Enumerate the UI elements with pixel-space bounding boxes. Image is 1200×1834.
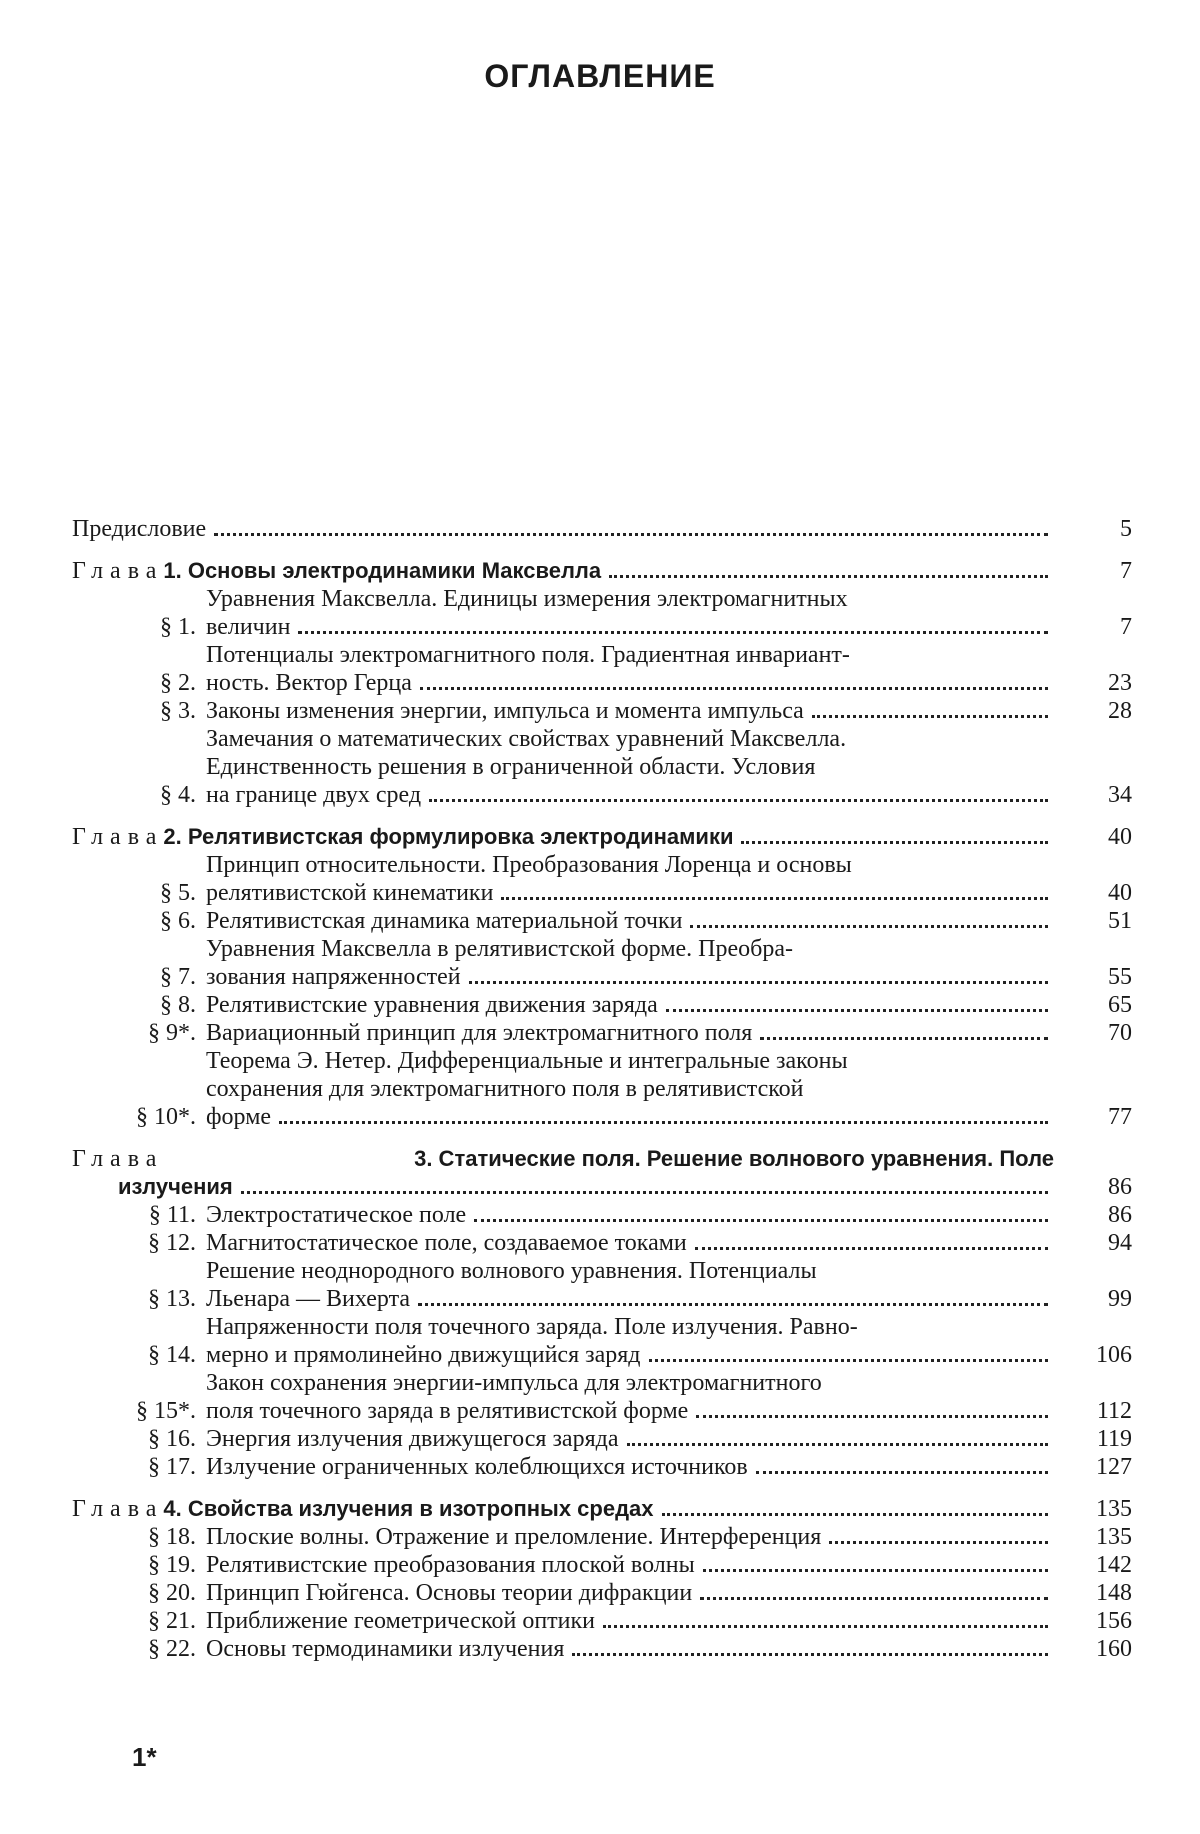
section-number: § 15*. [72, 1397, 206, 1425]
page-number: 135 [1054, 1523, 1132, 1551]
section-number: § 14. [72, 1341, 206, 1369]
toc-entry-section[interactable] [72, 907, 1132, 935]
section-number: § 2. [72, 669, 206, 697]
section-number: § 13. [72, 1285, 206, 1313]
entry-line [206, 907, 1054, 935]
entry-body [206, 991, 1132, 1019]
entry-body [206, 1229, 1132, 1257]
section-title-line: Принцип Гюйгенса. Основы теории дифракции [206, 1579, 692, 1607]
page-number: 127 [1054, 1453, 1132, 1481]
dot-leader [760, 1037, 1048, 1040]
section-title-line: Излучение ограниченных колеблющихся источников [206, 1453, 748, 1481]
dot-leader [469, 981, 1048, 984]
entry-text [72, 823, 1054, 851]
section-title-line: Теорема Э. Нетер. Дифференциальные и интегральные законы [206, 1047, 848, 1075]
entry-body [206, 935, 1132, 991]
page-number: 148 [1054, 1579, 1132, 1607]
entry-line [206, 991, 1054, 1019]
toc-entry-section[interactable] [72, 1369, 1132, 1425]
dot-leader [690, 925, 1048, 928]
toc-entry-section[interactable] [72, 1607, 1132, 1635]
entry-line [206, 1453, 1054, 1481]
section-number: § 20. [72, 1579, 206, 1607]
entry-line [206, 1285, 1054, 1313]
section-title-line: сохранения для электромагнитного поля в релятивистской [206, 1075, 804, 1103]
page-number: 160 [1054, 1635, 1132, 1663]
toc-entry-section[interactable] [72, 1257, 1132, 1313]
toc-entry-section[interactable] [72, 851, 1132, 907]
entry-text [206, 1019, 1054, 1047]
page-title: ОГЛАВЛЕНИЕ [0, 58, 1200, 95]
section-number: § 5. [72, 879, 206, 907]
entry-line [206, 641, 1054, 669]
dot-leader [474, 1219, 1048, 1222]
page-number: 40 [1054, 823, 1132, 851]
page-number: 5 [1054, 515, 1132, 543]
entry-body [206, 641, 1132, 697]
page-number: 23 [1054, 669, 1132, 697]
dot-leader [609, 575, 1048, 578]
entry-line [206, 669, 1054, 697]
page-number: 135 [1054, 1495, 1132, 1523]
section-title-line: мерно и прямолинейно движущийся заряд [206, 1341, 641, 1369]
toc-entry-section[interactable] [72, 1425, 1132, 1453]
entry-text [206, 1313, 1054, 1369]
section-title-line: Уравнения Максвелла. Единицы измерения электромагнитных [206, 585, 848, 613]
section-number: § 8. [72, 991, 206, 1019]
toc-entry-section[interactable] [72, 697, 1132, 725]
entry-body [206, 1453, 1132, 1481]
entry-line [206, 613, 1054, 641]
entry-line [206, 697, 1054, 725]
section-title-line: поля точечного заряда в релятивистской форме [206, 1397, 688, 1425]
entry-body [206, 1313, 1132, 1369]
dot-leader [700, 1597, 1048, 1600]
entry-line [206, 725, 1054, 753]
section-title-line: Потенциалы электромагнитного поля. Градиентная инвариант- [206, 641, 850, 669]
page-number: 40 [1054, 879, 1132, 907]
entry-line [206, 935, 1054, 963]
entry-line [206, 879, 1054, 907]
page-number: 99 [1054, 1285, 1132, 1313]
section-number: § 16. [72, 1425, 206, 1453]
entry-line [206, 1075, 1054, 1103]
section-title-line: Напряженности поля точечного заряда. Поле излучения. Равно- [206, 1313, 858, 1341]
section-title-line: Замечания о математических свойствах уравнений Максвелла. [206, 725, 846, 753]
chapter-title: 1. Основы электродинамики Максвелла [163, 557, 601, 585]
chapter-label: Глава [72, 557, 163, 585]
section-title-line: форме [206, 1103, 271, 1131]
section-number: § 19. [72, 1551, 206, 1579]
entry-body [206, 1257, 1132, 1313]
dot-leader [756, 1471, 1048, 1474]
section-number: § 7. [72, 963, 206, 991]
toc-entry-section[interactable] [72, 1229, 1132, 1257]
page-number: 7 [1054, 613, 1132, 641]
toc-entry-section[interactable] [72, 1019, 1132, 1047]
section-title-line: Плоские волны. Отражение и преломление. Интерференция [206, 1523, 821, 1551]
entry-text [206, 1551, 1054, 1579]
section-number: § 18. [72, 1523, 206, 1551]
page-number: 65 [1054, 991, 1132, 1019]
toc-entry-section[interactable] [72, 725, 1132, 809]
dot-leader [703, 1569, 1048, 1572]
dot-leader [666, 1009, 1048, 1012]
entry-line [206, 1341, 1054, 1369]
section-title-line: Льенара — Вихерта [206, 1285, 410, 1313]
dot-leader [501, 897, 1048, 900]
page-number: 94 [1054, 1229, 1132, 1257]
entry-body [206, 907, 1132, 935]
page-number: 112 [1054, 1397, 1132, 1425]
toc-entry-section[interactable] [72, 585, 1132, 641]
toc-entry-chapter-2[interactable] [72, 823, 1132, 851]
entry-text [206, 1229, 1054, 1257]
entry-title: Предисловие [72, 515, 206, 543]
toc-entry-chapter-3[interactable] [72, 1145, 1132, 1201]
toc-entry-section[interactable] [72, 1313, 1132, 1369]
section-title-line: Законы изменения энергии, импульса и момента импульса [206, 697, 804, 725]
section-title-line: ность. Вектор Герца [206, 669, 412, 697]
entry-line [72, 823, 1054, 851]
page-number: 7 [1054, 557, 1132, 585]
entry-body [206, 697, 1132, 725]
dot-leader [627, 1443, 1049, 1446]
section-number: § 12. [72, 1229, 206, 1257]
section-title-line: Энергия излучения движущегося заряда [206, 1425, 619, 1453]
section-title-line: Основы термодинамики излучения [206, 1635, 564, 1663]
entry-line [206, 753, 1054, 781]
entry-text [206, 697, 1054, 725]
entry-body [206, 1523, 1132, 1551]
entry-text [206, 1635, 1054, 1663]
section-number: § 9*. [72, 1019, 206, 1047]
entry-text [206, 851, 1054, 907]
section-number: § 3. [72, 697, 206, 725]
entry-text [72, 1495, 1054, 1523]
entry-body [206, 1019, 1132, 1047]
section-number: § 6. [72, 907, 206, 935]
dot-leader [214, 533, 1048, 536]
entry-body [206, 1047, 1132, 1131]
toc-entry-section[interactable] [72, 1635, 1132, 1663]
entry-body [72, 823, 1132, 851]
entry-body [206, 1551, 1132, 1579]
toc-entry-chapter-1[interactable] [72, 557, 1132, 585]
entry-line [118, 1173, 1054, 1201]
entry-body [206, 1201, 1132, 1229]
dot-leader [603, 1625, 1048, 1628]
entry-body [72, 557, 1132, 585]
entry-line [206, 781, 1054, 809]
entry-body [206, 1425, 1132, 1453]
section-title-line: Электростатическое поле [206, 1201, 466, 1229]
page-number: 86 [1054, 1201, 1132, 1229]
entry-line [206, 1579, 1054, 1607]
section-number: § 17. [72, 1453, 206, 1481]
toc-entry-section[interactable] [72, 1579, 1132, 1607]
entry-line [206, 851, 1054, 879]
entry-body [206, 851, 1132, 907]
dot-leader [298, 631, 1048, 634]
section-number: § 21. [72, 1607, 206, 1635]
section-title-line: зования напряженностей [206, 963, 461, 991]
entry-body [206, 1369, 1132, 1425]
entry-line [206, 1103, 1054, 1131]
dot-leader [420, 687, 1048, 690]
dot-leader [418, 1303, 1048, 1306]
page-number: 34 [1054, 781, 1132, 809]
table-of-contents [72, 515, 1132, 1663]
entry-body [206, 725, 1132, 809]
page-number: 86 [1054, 1173, 1132, 1201]
section-number: § 4. [72, 781, 206, 809]
chapter-label: Глава [72, 1495, 163, 1523]
entry-text [206, 991, 1054, 1019]
page-number: 51 [1054, 907, 1132, 935]
dot-leader [241, 1191, 1048, 1194]
section-title-line: Единственность решения в ограниченной области. Условия [206, 753, 815, 781]
dot-leader [429, 799, 1048, 802]
entry-text [206, 725, 1054, 809]
entry-text [206, 1257, 1054, 1313]
dot-leader [279, 1121, 1048, 1124]
entry-line [206, 585, 1054, 613]
section-title-line: Принцип относительности. Преобразования Лоренца и основы [206, 851, 852, 879]
entry-text [206, 1425, 1054, 1453]
toc-entry-preface[interactable] [72, 515, 1132, 543]
entry-text [206, 1047, 1054, 1131]
toc-entry-section[interactable] [72, 1523, 1132, 1551]
entry-text [206, 907, 1054, 935]
entry-text [206, 1607, 1054, 1635]
dot-leader [829, 1541, 1048, 1544]
dot-leader [662, 1513, 1048, 1516]
entry-text [206, 1369, 1054, 1425]
entry-line [206, 1047, 1054, 1075]
entry-body [206, 585, 1132, 641]
entry-text [72, 1145, 1054, 1201]
entry-line [72, 1145, 1054, 1173]
section-number: § 11. [72, 1201, 206, 1229]
toc-entry-section[interactable] [72, 991, 1132, 1019]
page-number: 142 [1054, 1551, 1132, 1579]
section-number: § 10*. [72, 1103, 206, 1131]
entry-text [206, 585, 1054, 641]
chapter-title: 4. Свойства излучения в изотропных средах [163, 1495, 653, 1523]
dot-leader [741, 841, 1048, 844]
section-number: § 22. [72, 1635, 206, 1663]
chapter-title-continuation: излучения [118, 1173, 233, 1201]
entry-body [206, 1607, 1132, 1635]
page-number: 70 [1054, 1019, 1132, 1047]
toc-entry-section[interactable] [72, 1453, 1132, 1481]
section-title-line: Вариационный принцип для электромагнитного поля [206, 1019, 752, 1047]
entry-line [206, 963, 1054, 991]
entry-line [206, 1229, 1054, 1257]
dot-leader [812, 715, 1048, 718]
entry-line [206, 1397, 1054, 1425]
section-title-line: Релятивистские уравнения движения заряда [206, 991, 658, 1019]
toc-entry-section[interactable] [72, 1047, 1132, 1131]
entry-text [206, 935, 1054, 991]
signature-mark: 1* [132, 1742, 157, 1773]
entry-body [72, 1145, 1132, 1201]
section-title-line: Релятивистская динамика материальной точки [206, 907, 682, 935]
entry-text [72, 557, 1054, 585]
section-title-line: релятивистской кинематики [206, 879, 493, 907]
section-title-line: Релятивистские преобразования плоской волны [206, 1551, 695, 1579]
toc-entry-section[interactable] [72, 1201, 1132, 1229]
toc-entry-section[interactable] [72, 935, 1132, 991]
entry-line [206, 1019, 1054, 1047]
chapter-title: 3. Статические поля. Решение волнового уравнения. Поле [414, 1145, 1054, 1173]
page-number: 55 [1054, 963, 1132, 991]
entry-body [72, 1495, 1132, 1523]
toc-entry-section[interactable] [72, 1551, 1132, 1579]
section-title-line: Решение неоднородного волнового уравнения. Потенциалы [206, 1257, 817, 1285]
entry-text [206, 641, 1054, 697]
section-title-line: Магнитостатическое поле, создаваемое токами [206, 1229, 687, 1257]
section-number: § 1. [72, 613, 206, 641]
entry-body [206, 1635, 1132, 1663]
chapter-label: Глава [72, 1145, 163, 1173]
entry-body [206, 1579, 1132, 1607]
entry-line [206, 1425, 1054, 1453]
section-title-line: Уравнения Максвелла в релятивистской форме. Преобра- [206, 935, 793, 963]
entry-line [206, 1607, 1054, 1635]
entry-line [206, 1523, 1054, 1551]
entry-text [206, 1201, 1054, 1229]
toc-entry-chapter-4[interactable] [72, 1495, 1132, 1523]
page-number: 77 [1054, 1103, 1132, 1131]
page-number: 156 [1054, 1607, 1132, 1635]
toc-entry-section[interactable] [72, 641, 1132, 697]
entry-text [206, 1453, 1054, 1481]
page-number: 119 [1054, 1425, 1132, 1453]
section-title-line: Закон сохранения энергии-импульса для электромагнитного [206, 1369, 822, 1397]
dot-leader [695, 1247, 1048, 1250]
entry-line [72, 557, 1054, 585]
dot-leader [572, 1653, 1048, 1656]
page-number: 106 [1054, 1341, 1132, 1369]
section-title-line: Приближение геометрической оптики [206, 1607, 595, 1635]
entry-line [206, 1369, 1054, 1397]
section-title-line: на границе двух сред [206, 781, 421, 809]
entry-line [206, 1257, 1054, 1285]
entry-text [206, 1579, 1054, 1607]
chapter-label: Глава [72, 823, 163, 851]
dot-leader [696, 1415, 1048, 1418]
chapter-title: 2. Релятивистская формулировка электродинамики [163, 823, 733, 851]
entry-line [72, 1495, 1054, 1523]
entry-line [206, 1201, 1054, 1229]
entry-line [206, 1313, 1054, 1341]
section-title-line: величин [206, 613, 290, 641]
dot-leader [649, 1359, 1049, 1362]
page-number: 28 [1054, 697, 1132, 725]
entry-line [206, 1635, 1054, 1663]
entry-line [206, 1551, 1054, 1579]
entry-text [206, 1523, 1054, 1551]
